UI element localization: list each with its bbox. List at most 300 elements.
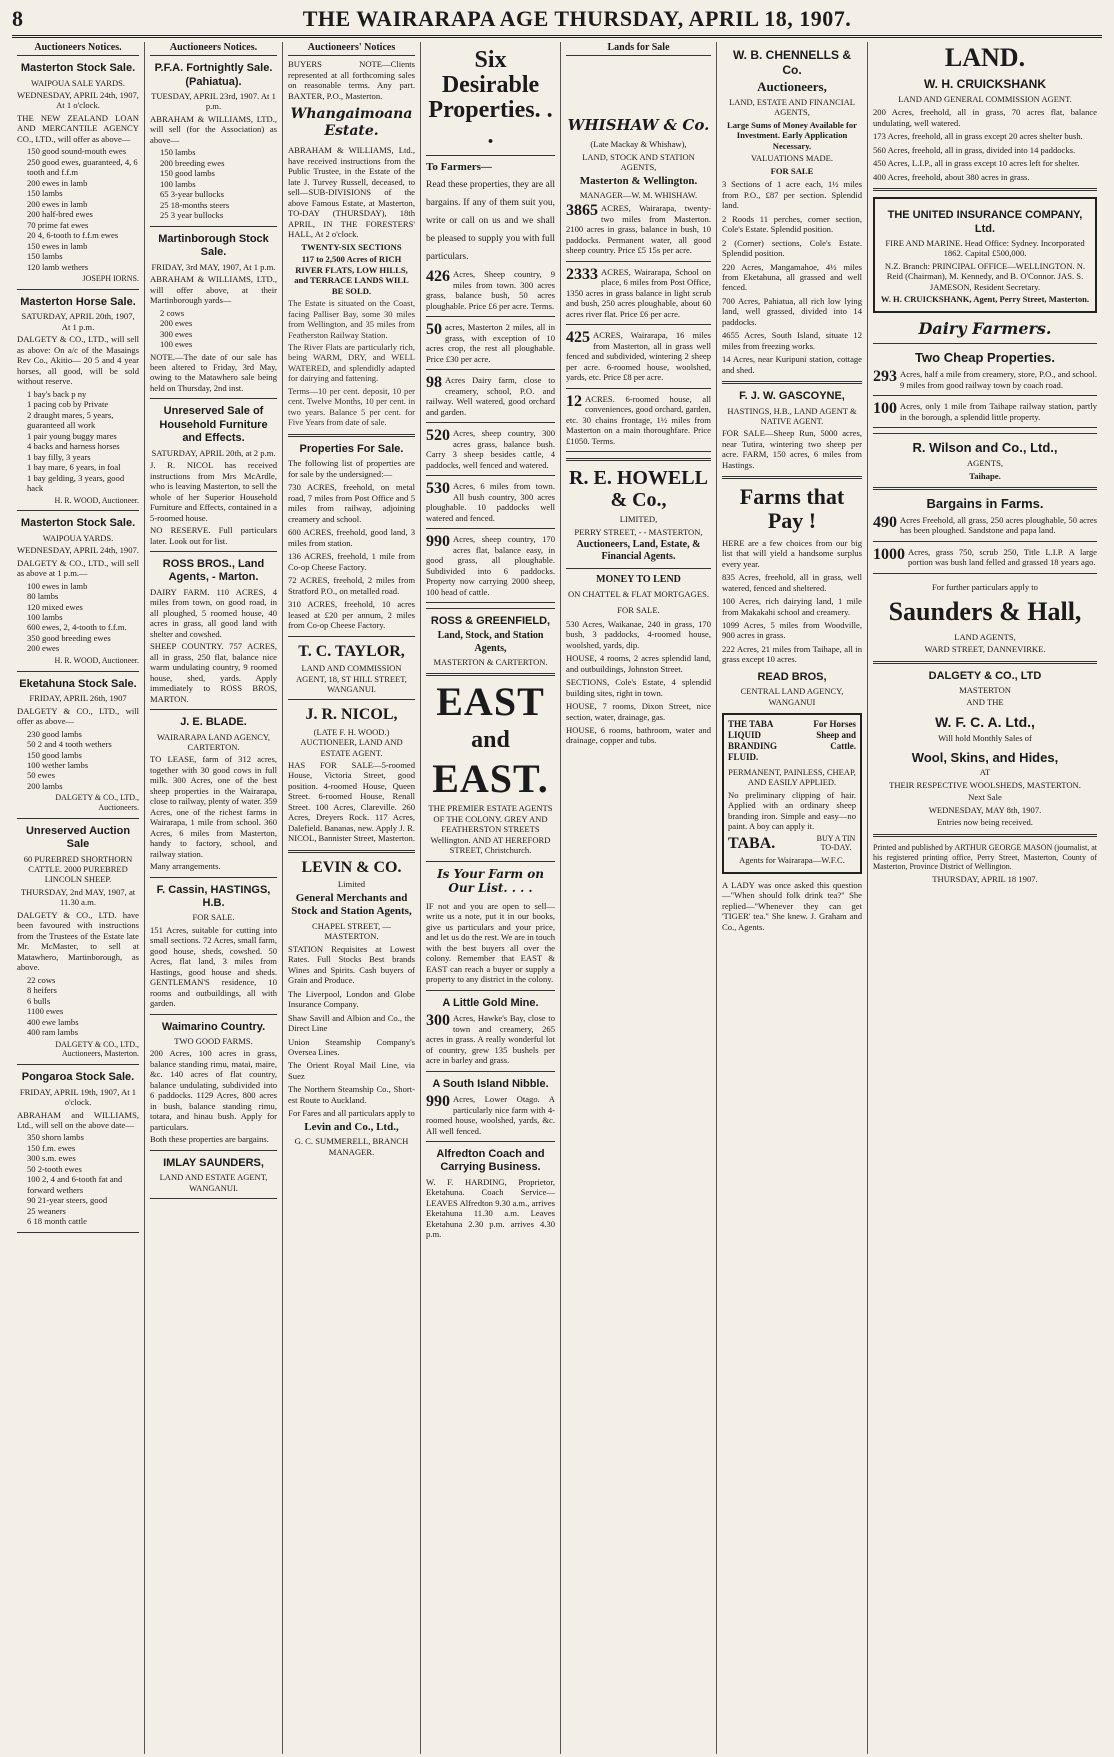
ad-body: TO LEASE, farm of 312 acres, together with 30 good cows in full milk. 300 Acres, one of the best sheep properties in the Wairarapa, close to railway, plenty of water. 359 Acres, one of the richest farms in Wairarapa, 1 mile from school. 360 Acres, 6 miles from Masterton, handy to factory, school, and railway station. (150, 754, 277, 859)
buyers-note: BUYERS NOTE—Clients represented at all forthcoming sales on reasonable terms. Any part. BAXTER, P.O., Masterton. (288, 59, 415, 101)
taba-header (728, 719, 856, 763)
ad-title: Unreserved Sale of Household Furniture and Effects. (159, 405, 268, 445)
ad-item: 100 wether lambs (27, 760, 89, 770)
ad-item: 1 pair young buggy mares (27, 430, 117, 441)
ad-item: 1 pacing cob by Private (27, 399, 109, 410)
divider (426, 673, 555, 676)
lot-text: Acres, 6 miles from town. All bush country, 300 acres ploughable. 10 paddocks well watered and fenced. (426, 481, 555, 523)
ad-body: DALGETY & CO., LTD., will sell as above: On a/c of the Masaings Rev Co., Akitio— 20 5 and 4 year horses, all good, will be sold without reserve. (17, 334, 139, 387)
ad-body: THE NEW ZEALAND LOAN AND MERCANTILE AGENCY CO., LTD., will offer as above— (17, 112, 139, 144)
ad-body: ABRAHAM & WILLIAMS, LTD., will sell (for the Association) as above— (150, 113, 277, 145)
ad-item: 100 ewes (160, 339, 193, 350)
chennells-listing: 2 (Corner) sections, Cole's Estate. Splendid position. (722, 237, 862, 259)
divider (17, 289, 139, 290)
estate-title: Whangaimoana Estate. (290, 106, 413, 140)
divider (566, 261, 711, 262)
cruickshank-listing: 450 Acres, L.I.P., all in grass except 10 acres left for shelter. (873, 158, 1080, 169)
ad-signature: JOSEPH IORNS. (82, 274, 139, 284)
property-lot (426, 322, 555, 364)
divider (150, 1198, 277, 1199)
divider (288, 636, 415, 637)
taba-tagline: PERMANENT, PAINLESS, CHEAP, AND EASILY APPLIED. (728, 766, 856, 788)
chennells-listing: 3 Sections of 1 acre each, 1½ miles from P.O., £87 per section. Splendid land. (722, 179, 862, 211)
property-listing: 310 ACRES, freehold, 10 acres leased at £20 per annum, 2 miles from Co-op Cheese Factory. (288, 599, 415, 631)
lot-number: 1000 (873, 545, 905, 563)
ad-subtitle: WAIRARAPA LAND AGENCY, CARTERTON. (156, 731, 271, 752)
ross-lots (426, 269, 555, 603)
ad-item: 200 ewes (27, 643, 60, 654)
divider (150, 1014, 277, 1015)
ross-firm-title: ROSS & GREENFIELD, (430, 614, 551, 627)
ad-item: 2 cows (160, 307, 185, 318)
agent-taylor-sub: LAND AND COMMISSION AGENT, 18, ST HILL STREET, WANGANUI. (296, 663, 407, 694)
divider (426, 369, 555, 370)
divider (566, 324, 711, 325)
auction-ad (150, 884, 277, 1015)
divider (873, 541, 1097, 542)
lot-number: 990 (426, 533, 450, 551)
coach-title: Alfredton Coach and Carrying Business. (436, 1148, 545, 1174)
agency-line: Shaw Savill and Albion and Co., the Direct Line (288, 1012, 415, 1034)
divider (873, 395, 1097, 396)
howell-street: PERRY STREET, - - MASTERTON, (574, 526, 703, 537)
lot-number: 990 (426, 1093, 450, 1111)
property-lot (873, 401, 1097, 422)
howell-sub: LIMITED, (619, 514, 658, 525)
agent-taylor: T. C. TAYLOR, (298, 642, 405, 660)
ad-item: 150 lambs (27, 188, 63, 199)
agency-line: The Orient Royal Mail Line, via Suez (288, 1060, 415, 1081)
ad-item: 4 backs and harness horses (27, 441, 120, 452)
lot-text: ACRES, Wairarapa, twenty-two miles from Masterton. 2100 acres in grass, balance in bush, 10 paddocks. Permanent water, all good sheep country. Price £5 15s per acre. (566, 203, 711, 256)
ad-subtitle: WAIPOUA SALE YARDS. (31, 77, 125, 88)
auction-ad (150, 62, 277, 227)
ad-title: Masterton Horse Sale. (20, 295, 136, 308)
ad-items (17, 146, 139, 272)
cruickshank-listing: 560 Acres, freehold, all in grass, divided into 14 paddocks. (873, 144, 1076, 155)
printer-imprint: Printed and published by ARTHUR GEORGE MASON (journalist, at his registered printing office, Perry Street, Masterton, County of Masterton, Province District of Wellington. (873, 842, 1097, 872)
chennells-title: W. B. CHENNELLS & Co. (732, 48, 851, 77)
columns (12, 42, 1102, 1754)
ad-item: 100 lambs (160, 178, 196, 189)
saunders-sub: LAND AGENTS, (954, 631, 1016, 642)
levin-requisites: STATION Requisites at Lowest Rates. Full Stocks Best brands Wines and Spirits. Cash buyers of Grain and Produce. (288, 943, 415, 986)
auction-ads (17, 62, 139, 1233)
divider (426, 602, 555, 603)
dairy-farmers: Dairy Farmers. (918, 318, 1052, 338)
divider (426, 528, 555, 529)
taba-footer: Agents for Wairarapa—W.F.C. (739, 855, 845, 866)
dalgety-entries: Entries now being received. (937, 817, 1033, 828)
coach-body: W. F. HARDING, Proprietor, Eketahuna. Coach Service— LEAVES Alfredton 9.30 a.m., arrives Eketahuna 11.30 a.m. Leaves Eketahuna 2.30 p.m. arrives 4.30 p.m. (426, 1176, 555, 1240)
ad-note: Both these properties are bargains. (150, 1134, 269, 1145)
chennells-lots (722, 179, 862, 375)
ad-title: P.F.A. Fortnightly Sale. (Pahiatua). (154, 62, 273, 88)
property-lot (426, 375, 555, 417)
ad-note: Many arrangements. (150, 861, 221, 872)
levin-desc: General Merchants and Stock and Station Agents, (291, 891, 412, 918)
east-line-1: EAST (436, 679, 545, 725)
estate-fill-3: Terms—10 per cent. deposit, 10 per cent. Twelve Months, 10 per cent. in two years. Balance 5 per cent. for Five Years from date of sale. (288, 385, 415, 428)
divider (566, 568, 711, 569)
dalgety-date: WEDNESDAY, MAY 8th, 1907. (928, 804, 1042, 815)
chennells-sub: Auctioneers, (757, 79, 827, 95)
read-bros-sub: CENTRAL LAND AGENCY, WANGANUI (740, 686, 844, 707)
ad-item: 200 lambs (27, 780, 63, 791)
column-heading: Lands for Sale (566, 42, 711, 56)
ad-signature: H. R. WOOD, Auctioneer. (54, 655, 139, 665)
ad-item: 6 18 month cattle (27, 1216, 87, 1227)
property-lot (566, 203, 711, 255)
page-number: 8 (12, 6, 23, 31)
ad-item: 50 ewes (27, 770, 55, 781)
column-heading: Auctioneers' Notices (288, 42, 415, 56)
ad-body: DAIRY FARM. 110 ACRES, 4 miles from town, on good road, in all ploughed, 5 roomed house, 40 acres in grass, all good land with shelter and cowshed. (150, 586, 277, 639)
lot-text: Acres, only 1 mile from Taihape railway station, partly in the borough, a splendid little property. (900, 401, 1097, 422)
property-lot (873, 515, 1097, 536)
divider (426, 608, 555, 609)
wilson-sub: AGENTS, (966, 458, 1004, 469)
cruickshank-listing: 400 Acres, freehold, about 380 acres in grass. (873, 171, 1030, 182)
saunders-place: WARD STREET, DANNEVIRKE. (924, 644, 1046, 655)
levin-signoff: Levin and Co., Ltd., (304, 1120, 399, 1133)
levin-footer: For Fares and all particulars apply to (288, 1108, 415, 1119)
divider (566, 388, 711, 389)
divider (873, 343, 1097, 344)
saunders-title: Saunders & Hall, (888, 597, 1082, 627)
insurance-body: N.Z. Branch: PRINCIPAL OFFICE—WELLINGTON. N. Reid (Chairman), M. Kennedy, and B. O'Connor. JAS. S. JAMESON, Resident Secretary. (884, 260, 1086, 292)
property-lot (566, 394, 711, 446)
ad-item: 1 bay's back p ny (27, 388, 87, 399)
auction-ad (17, 1071, 139, 1233)
ad-subtitle: 60 PUREBRED SHORTHORN CATTLE. 2000 PUREBRED LINCOLN SHEEP. (23, 853, 133, 885)
divider (150, 709, 277, 710)
farms-pay-lots (722, 572, 862, 665)
ad-item: 6 bulls (27, 995, 51, 1006)
property-lot (426, 269, 555, 311)
lot-number: 3865 (566, 202, 598, 220)
divider (873, 487, 1097, 490)
ad-item: 600 ewes, 2, 4-tooth to f.f.m. (27, 622, 127, 633)
agent-nicol-sub: (LATE F. H. WOOD.) AUCTIONEER, LAND AND ESTATE AGENT. (300, 726, 403, 758)
lot-number: 12 (566, 392, 582, 410)
ad-title: Waimarino Country. (161, 1020, 266, 1033)
chennells-line: LAND, ESTATE AND FINANCIAL AGENTS, (729, 97, 855, 118)
divider (150, 1150, 277, 1151)
auction-ad (150, 1021, 277, 1151)
lot-text: Acres, Lower Otago. A particularly nice farm with 4-roomed house, woolshed, yards, &c. All well fenced. (426, 1094, 555, 1136)
ad-date: THURSDAY, 2nd MAY, 1907, at 11.30 a.m. (20, 886, 136, 908)
divider (722, 381, 862, 384)
ad-item: 200 ewes (160, 318, 193, 329)
ross-firm-sub: Land, Stock, and Station Agents, (437, 630, 544, 654)
chennells-listing: 14 Acres, near Kuripuni station, cottage and shed. (722, 354, 862, 375)
ad-items (17, 729, 139, 792)
cheap-lots (873, 369, 1097, 428)
ad-item: 1 bay filly, 3 years (27, 451, 91, 462)
howell-desc: Auctioneers, Land, Estate, & Financial Agents. (576, 539, 701, 563)
lot-text: Acres, grass 750, scrub 250, Title L.I.P. A large portion was bush land felled and grassed 18 years ago. (908, 546, 1097, 568)
ad-item: 100 lambs (27, 612, 63, 622)
dalgety-body: Will hold Monthly Sales of (938, 733, 1032, 744)
gold-mine-title: A Little Gold Mine. (442, 996, 539, 1009)
insurance-title: THE UNITED INSURANCE COMPANY, Ltd. (887, 209, 1083, 235)
column-heading: Auctioneers Notices. (150, 42, 277, 56)
whishaw-place: Masterton & Wellington. (579, 174, 698, 187)
ad-item: 150 lambs (160, 147, 196, 158)
wool-title: Wool, Skins, and Hides, (911, 749, 1059, 765)
auction-ad (17, 296, 139, 511)
ad-item: 80 lambs (27, 591, 59, 602)
ad-date: FRIDAY, 3rd MAY, 1907, At 1 p.m. (151, 261, 276, 272)
whishaw-line: LAND, STOCK AND STATION AGENTS, (582, 151, 695, 173)
ad-subtitle: LAND AND ESTATE AGENT, WANGANUI. (159, 1172, 268, 1193)
divider (873, 573, 1097, 574)
property-lot (426, 428, 555, 470)
lot-text: Acres, sheep country, 170 acres flat, balance easy, in good grass, all ploughable. Subdivided into 6 paddocks. Property now carrying 2000 sheep, 100 head of cattle. (426, 534, 555, 597)
ad-body: 200 Acres, 100 acres in grass, balance standing rimu, matai, maire, &c. 140 acres of flat country, balance undulating, subdivided into 6 paddocks. 1129 Acres, 800 acres in bush, balance standing rimu, totara, and hinau bush. Apply for particulars. (150, 1048, 277, 1132)
ad-items (17, 1132, 139, 1226)
chennells-listing: 220 Acres, Mangamahoe, 4½ miles from Eketahuna, all grassed and well fenced. (722, 261, 862, 293)
divider (873, 661, 1097, 664)
divider (426, 1071, 555, 1072)
your-farm-title: Is Your Farm on Our List. . . . (437, 866, 544, 896)
howell-lots (566, 619, 711, 746)
column-ross-greenfield (421, 42, 561, 1754)
lot-text: Acres, sheep country, 300 acres grass, balance bush. Carry 3 sheep besides cattle, 4 paddocks, well fenced and watered. (426, 428, 555, 470)
ad-title: Martinborough Stock Sale. (158, 232, 269, 259)
ad-item: 150 good lambs (160, 168, 215, 179)
ad-item: 400 ram lambs (27, 1027, 79, 1038)
taba-name: THE TABA LIQUID BRANDING FLUID. (728, 719, 778, 762)
property-listing: 136 ACRES, freehold, 1 mile from Co-op Cheese Factory. (288, 551, 415, 572)
ad-item: 8 heifers (27, 985, 57, 996)
ad-item: 120 mixed ewes (27, 601, 83, 612)
gascoyne-body: FOR SALE—Sheep Run, 5000 acres, near Tutira, wintering two sheep per acre. FARM, 150 acres, 6 miles from Hastings. (722, 428, 862, 470)
agent-nicol: J. R. NICOL, (305, 706, 398, 724)
howell-listing: HOUSE, 7 rooms, Dixon Street, nice section, water, drainage, gas. (566, 701, 711, 722)
divider (288, 850, 415, 853)
lot-text: ACRES. 6-roomed house, all conveniences, good orchard, garden, etc. 30 chains frontage, 1½ miles from Masterton on a main thoroughfare. Price £1050. Terms. (566, 393, 711, 446)
ad-body: ABRAHAM and WILLIAMS, Ltd., will sell on the above date— (17, 1109, 139, 1130)
whishaw-sub: (Late Mackay & Whishaw), (590, 139, 687, 150)
ad-item: 150 lambs (27, 251, 63, 262)
ad-item: 200 breeding ewes (160, 157, 225, 168)
column-whishaw (561, 42, 717, 1754)
lot-text: ACRES, Wairarapa, School on place, 6 miles from Post Office, 1350 acres in grass balance in light scrub and bush, 250 acres ploughable, about 60 acres river flat. Price £6 per acre. (566, 266, 711, 319)
levin-title: LEVIN & CO. (301, 858, 402, 876)
properties-list (288, 482, 415, 630)
gascoyne-title: F. J. W. GASCOYNE, (739, 390, 845, 403)
ad-item: 400 ewe lambs (27, 1016, 79, 1027)
auction-ad (17, 825, 139, 1065)
chennells-forsale: FOR SALE (770, 165, 814, 176)
property-lot (873, 547, 1097, 568)
divider (426, 422, 555, 423)
divider (873, 834, 1097, 837)
auction-ad (150, 233, 277, 400)
imprint-date: THURSDAY, APRIL 18 1907. (932, 874, 1038, 885)
ad-note: SHEEP COUNTRY. 757 ACRES, all in grass, 250 flat, balance nice warm undulating country, 9 roomed house, shed, yards. Apply immediately to ROSS BROS, MARTON. (150, 641, 277, 704)
read-bros-title: READ BROS, (757, 670, 827, 683)
property-lot (426, 481, 555, 523)
cruickshank-name: W. H. CRUICKSHANK (924, 77, 1046, 92)
ad-title: Unreserved Auction Sale (25, 824, 131, 851)
dalgety-next: Next Sale (968, 792, 1002, 803)
lot-number: 2333 (566, 265, 598, 283)
taba-buy-2: BUY A TIN TO-DAY. (816, 833, 856, 853)
ad-title: Pongaroa Stock Sale. (21, 1071, 135, 1084)
ad-item: 50 2 and 4 tooth wethers (27, 739, 112, 750)
ad-items (17, 975, 139, 1038)
ad-item: 90 21-year steers, good (27, 1195, 108, 1206)
insurance-ad (873, 197, 1097, 313)
property-listing: 600 ACRES, freehold, good land, 3 miles from station. (288, 527, 415, 548)
lot-text: Acres Freehold, all grass, 250 acres ploughable, 50 acres has been ploughed. Sandstone and papa land. (900, 514, 1097, 536)
divider (150, 398, 277, 399)
divider (566, 458, 711, 461)
lot-number: 426 (426, 268, 450, 286)
lot-text: ACRES, Wairarapa, 16 miles from Masterton, all in grass well fenced and subdivided, wintering 2 sheep per acre. 6-roomed house, woolshed, yards, etc. Price £8 per acre. (566, 330, 711, 383)
estate-body: ABRAHAM & WILLIAMS, Ltd., have received instructions from the Public Trustee, in the Estate of the late J. Turvey Russell, deceased, to sell—SUB-DIVISIONS of the above Famous Estate, at Masterton, TO-DAY (THURSDAY), 18th APRIL, IN THE FORESTERS' HALL, At 2 o'clock. (288, 145, 415, 240)
ad-title: J. E. BLADE. (180, 716, 247, 729)
howell-listing: 530 Acres, Waikanae, 240 in grass, 170 bush, 3 paddocks, 4-roomed house, woolshed, yards, dip. (566, 618, 711, 650)
divider (426, 155, 555, 156)
cruickshank-lots (873, 107, 1097, 182)
ad-title: Masterton Stock Sale. (20, 517, 136, 530)
divider (426, 861, 555, 862)
lot-number: 293 (873, 368, 897, 386)
farms-pay-title: Farms that Pay ! (739, 484, 845, 533)
ad-date: FRIDAY, APRIL 26th, 1907 (29, 693, 127, 704)
nibble-title: A South Island Nibble. (432, 1077, 549, 1090)
ad-date: WEDNESDAY, APRIL 24th, 1907. (17, 545, 139, 556)
bargains-title: Bargains in Farms. (926, 496, 1044, 512)
lot-number: 520 (426, 427, 450, 445)
divider (17, 510, 139, 511)
ad-signature: H. R. WOOD, Auctioneer. (54, 495, 139, 505)
property-lot (566, 267, 711, 319)
bargains-apply: For further particulars apply to (932, 581, 1038, 592)
ad-items (17, 581, 139, 654)
ad-body: ABRAHAM & WILLIAMS, LTD., will offer above, at their Martinborough yards— (150, 274, 277, 306)
divider (288, 434, 415, 437)
agency-line: The Liverpool, London and Globe Insurance Company. (288, 988, 415, 1010)
agency-line: The Northern Steamship Co., Short-est Route to Auckland. (288, 1084, 415, 1105)
properties-title: Properties For Sale. (299, 442, 404, 455)
wilson-title: R. Wilson and Co., Ltd., (912, 440, 1058, 456)
ad-item: 50 2-tooth ewes (27, 1163, 82, 1174)
bargain-lots (873, 515, 1097, 574)
ross-firm-place: MASTERTON & CARTERTON. (433, 656, 548, 667)
east-line-2: and (471, 727, 510, 754)
howell-listing: HOUSE, 6 rooms, bathroom, water and drainage, copper and tubs. (566, 725, 711, 746)
ad-title: Eketahuna Stock Sale. (19, 677, 137, 690)
lot-text: Acres Dairy farm, close to creamery, school, P.O. and railway. Well watered, good orchard and garden. (426, 375, 555, 417)
estate-fill-1: The Estate is situated on the Coast, facing Palliser Bay, some 30 miles from Wellington, and 35 miles from Featherston Railway Station. (288, 298, 415, 340)
chennells-valuations: VALUATIONS MADE. (750, 153, 833, 164)
ad-item: 100 2, 4 and 6-tooth fat and forward wethers (27, 1174, 123, 1195)
ad-body: J. R. NICOL has received instructions from Mrs McArdle, who is leaving Masterton, to sell the whole of her Superior Household Furniture and Effects, contained in a 5-roomed house. (150, 460, 277, 523)
taba-ad (722, 713, 862, 874)
ad-item: 350 good breeding ewes (27, 632, 111, 643)
ad-body: DALGETY & CO., LTD., will sell as above at 1 p.m.— (17, 557, 139, 579)
lot-text: Acres, Hawke's Bay, close to town and creamery, 265 acres in grass. A really wonderful lot of country, grew 135 bushels per acre in barley and grass. (426, 1013, 555, 1066)
wfca-title: W. F. C. A. Ltd., (935, 713, 1035, 730)
properties-intro: The following list of properties are for sale by the undersigned:— (288, 458, 415, 479)
ad-item: 120 lamb wethers (27, 261, 89, 272)
divider (566, 451, 711, 452)
levin-street: CHAPEL STREET, — MASTERTON. (311, 920, 391, 942)
to-farmers: To Farmers— (426, 160, 492, 173)
divider (873, 188, 1097, 191)
newspaper-title: THE WAIRARAPA AGE THURSDAY, APRIL 18, 1907. (302, 6, 852, 31)
auction-ad (150, 558, 277, 710)
ad-title: Masterton Stock Sale. (20, 62, 136, 75)
ad-item: 200 half-bred ewes (27, 209, 93, 220)
ad-item: 300 s.m. ewes (27, 1153, 76, 1164)
ad-item: 150 good sound-mouth ewes (27, 146, 127, 157)
estate-range: 117 to 2,500 Acres of RICH RIVER FLATS, LOW HILLS, and TERRACE LANDS WILL BE SOLD. (294, 254, 409, 296)
ad-item: 150 ewes in lamb (27, 240, 88, 251)
lot-number: 425 (566, 329, 590, 347)
ad-item: 200 ewes in lamb (27, 177, 88, 188)
divider (150, 877, 277, 878)
lot-text: acres, Masterton 2 miles, all in grass, with exception of 10 acres crop, the rest all ploughable. Price £30 per acre. (426, 322, 555, 364)
ad-item: 1100 ewes (27, 1006, 64, 1017)
chennells-listing: 4655 Acres, South Island, situate 12 miles from freezing works. (722, 330, 862, 351)
ad-date: TUESDAY, APRIL 23rd, 1907. At 1 p.m. (151, 91, 276, 112)
ad-date: FRIDAY, APRIL 19th, 1907, At 1 o'clock. (19, 1086, 137, 1108)
ad-item: 150 f.m. ewes (27, 1142, 76, 1153)
ad-date: SATURDAY, APRIL 20th, at 2 p.m. (151, 447, 276, 458)
property-listing: 72 ACRES, freehold, 2 miles from Stratford P.O., on metalled road. (288, 575, 415, 596)
levin-manager: G. C. SUMMERELL, BRANCH MANAGER. (294, 1136, 409, 1157)
taba-buy-row (728, 834, 856, 854)
divider (17, 818, 139, 819)
farm-listing: 100 Acres, rich dairying land, 1 mile from Makakahi school and creamery. (722, 596, 862, 617)
ad-note: NOTE.—The date of our sale has been altered to Friday, 3rd May, owing to the Matawhero sale being held on Thursday, 2nd inst. (150, 351, 277, 393)
dalgety-at: AT (979, 767, 991, 778)
auction-ad (150, 405, 277, 552)
levin-agencies (288, 989, 415, 1106)
howell-listing: HOUSE, 4 rooms, 2 acres splendid land, and outbuildings, Johnston Street. (566, 653, 711, 674)
divider (873, 433, 1097, 434)
agent-nicol-body: HAS FOR SALE—5-roomed House, Victoria Street, good position. 4-roomed House, Queen Street. 6-roomed House, Renall Street. 100 Acres, Clareville. 260 Acres, Dreyers Rock. 117 Acres, Dalefield. Bananas, new. Apply J. R. NICOL, Bannister Street, Masterton. (288, 759, 415, 844)
ad-item: 25 weaners (27, 1205, 66, 1216)
ad-item: 300 ewes (160, 328, 193, 339)
ad-item: 22 cows (27, 974, 56, 985)
cruickshank-listing: 200 Acres, freehold, all in grass, 70 acres flat, balance undulating, well watered. (873, 107, 1097, 128)
column-auctioneers-3 (283, 42, 421, 1754)
lot-number: 530 (426, 480, 450, 498)
dalgety-sub: MASTERTON (959, 685, 1011, 695)
dalgety-title: DALGETY & CO., LTD (928, 669, 1042, 682)
nibble-lot (426, 1094, 555, 1136)
ad-item: 200 ewes in lamb (27, 198, 88, 209)
insurance-sub: FIRE AND MARINE. Head Office: Sydney. Incorporated 1862. Capital £500,000. (885, 238, 1085, 259)
six-desirable-headline: Six Desirable Properties. . . (428, 47, 553, 149)
divider (722, 476, 862, 479)
ad-body: DALGETY & CO., LTD., will offer as above— (17, 705, 139, 727)
ad-item: 20 4, 6-tooth to f.f.m ewes (27, 230, 119, 241)
taba-for: For Horses Sheep and Cattle. (813, 719, 856, 751)
ad-signature: DALGETY & CO., LTD., Auctioneers, Masterton. (55, 1039, 139, 1059)
column-auctioneers-2 (145, 42, 283, 1754)
dalgety-where: THEIR RESPECTIVE WOOLSHEDS, MASTERTON. (889, 779, 1081, 790)
ad-date: WEDNESDAY, APRIL 24th, 1907, At 1 o'clock. (17, 89, 139, 111)
ad-subtitle: WAIPOUA YARDS. (42, 532, 114, 543)
